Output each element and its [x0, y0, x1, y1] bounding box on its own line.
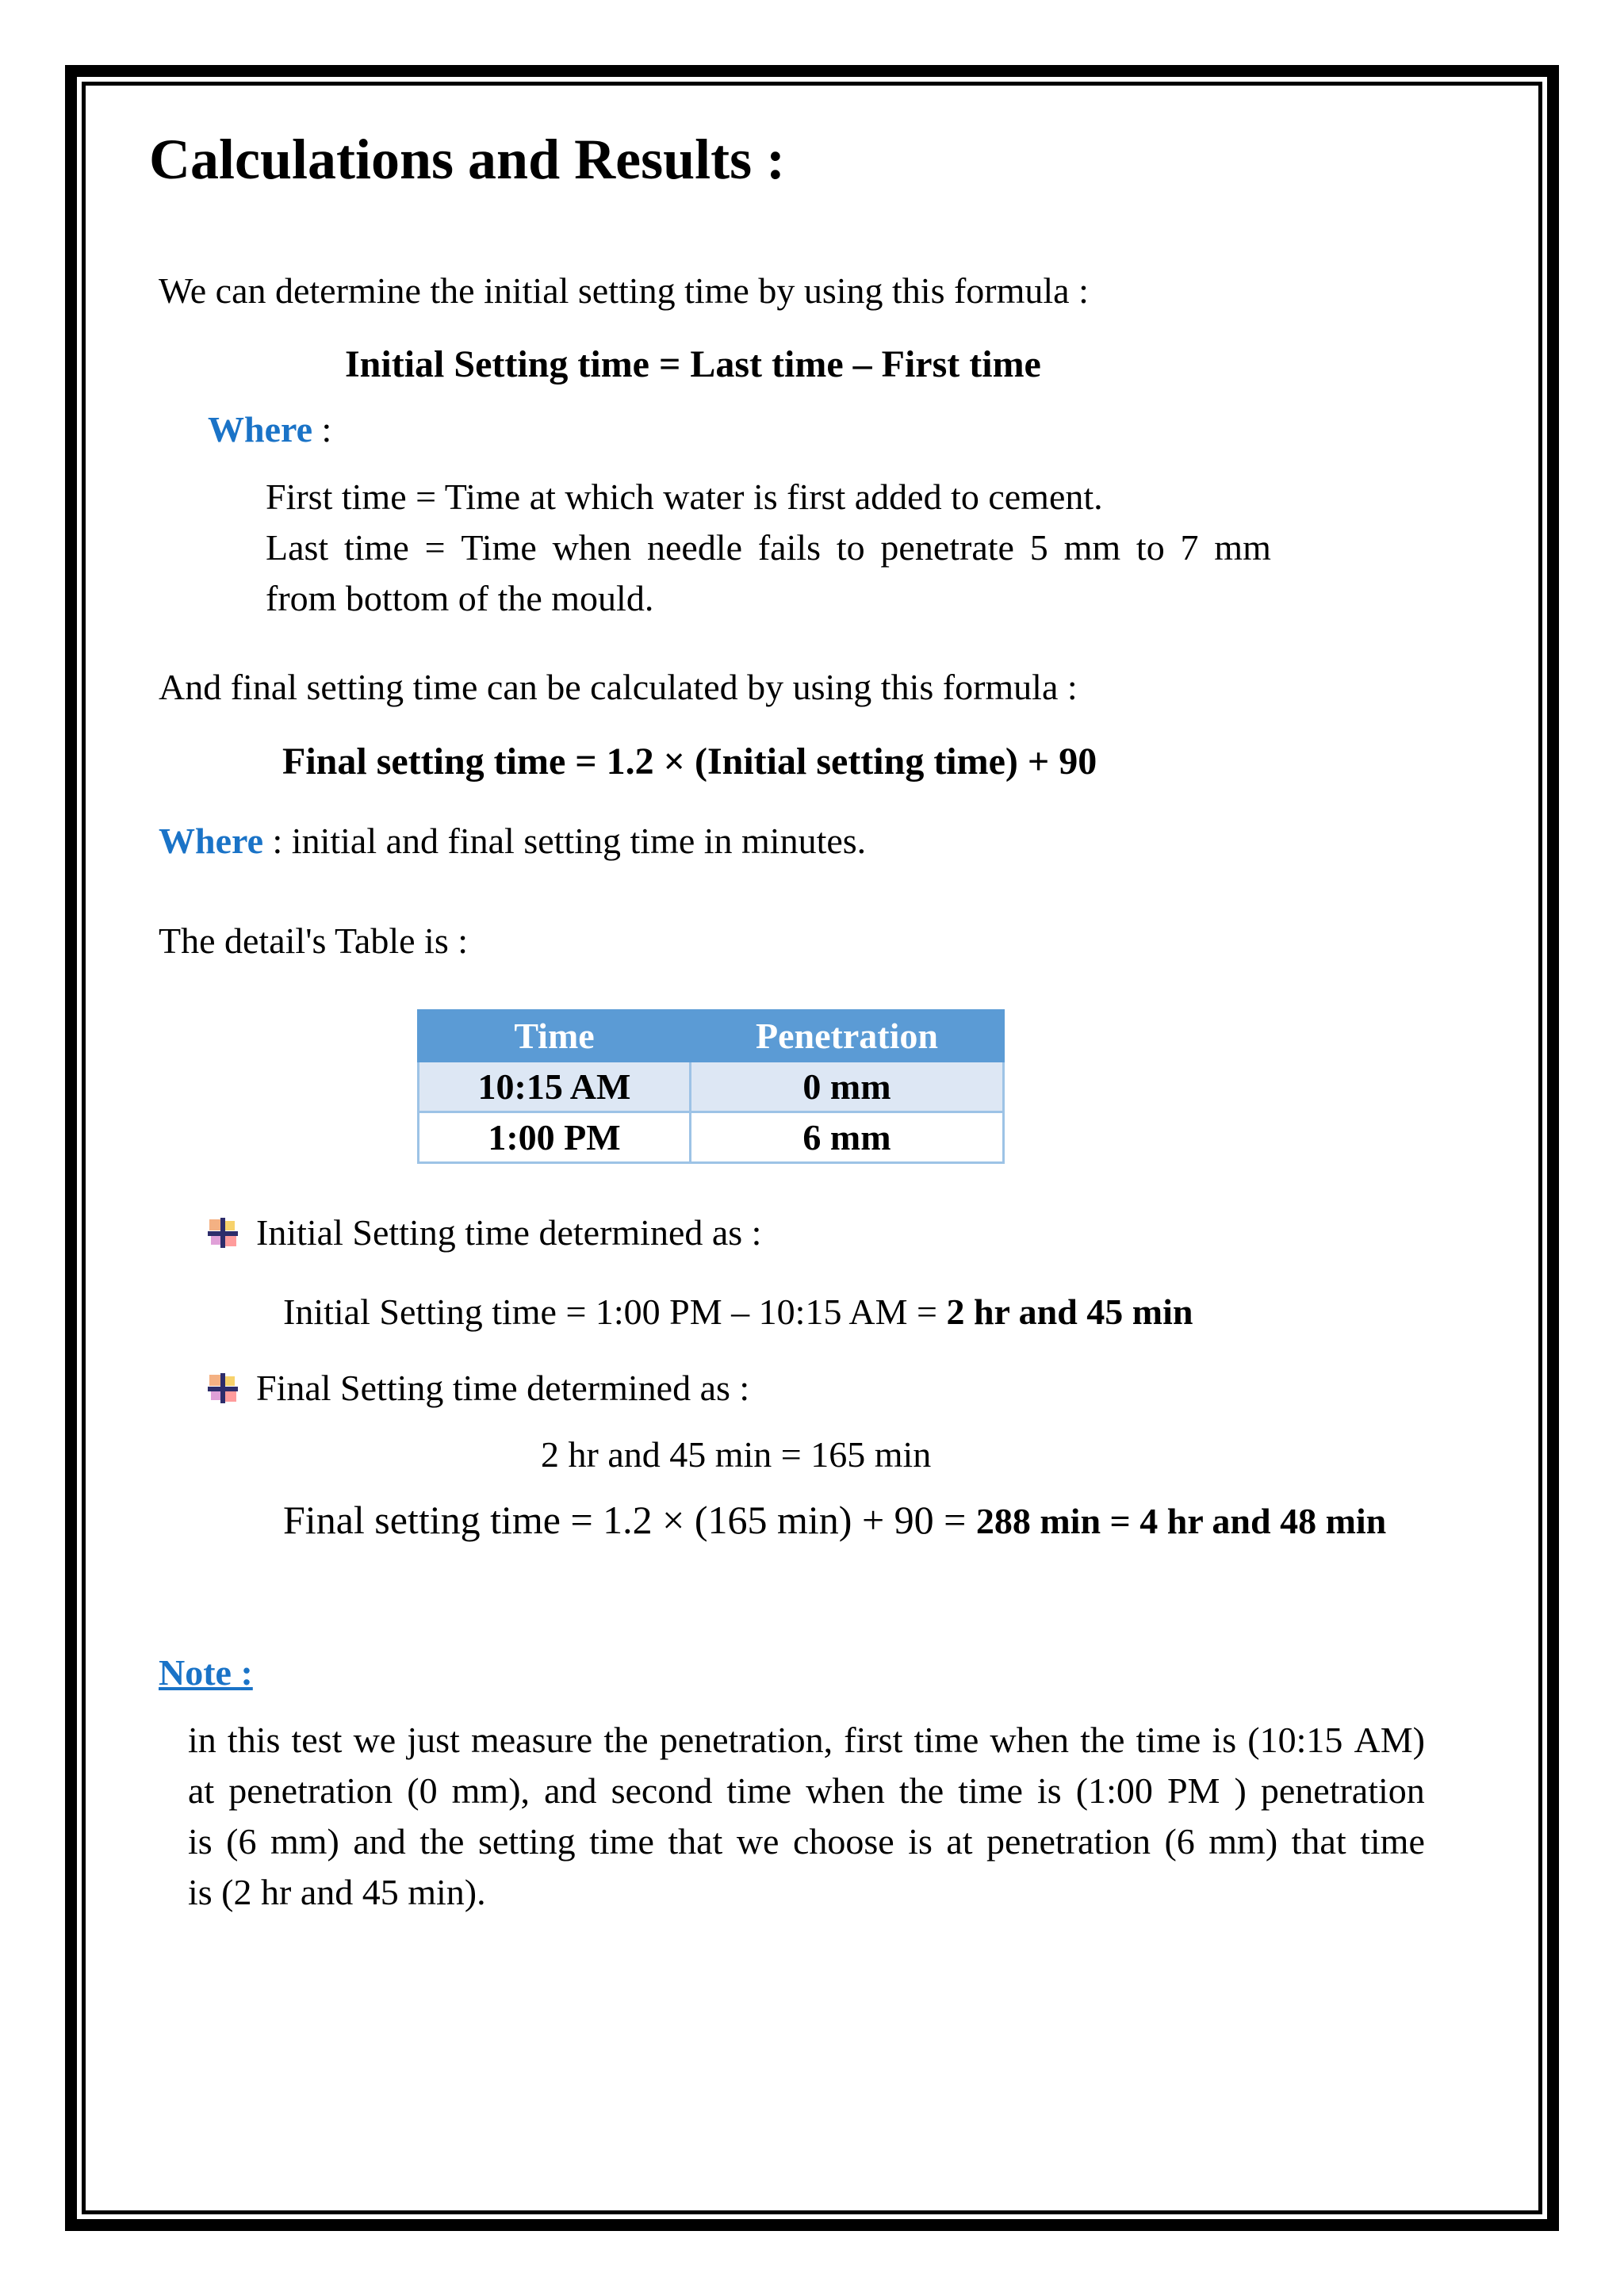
calc-minutes: 2 hr and 45 min = 165 min: [541, 1434, 932, 1475]
note-colon: :: [240, 1652, 253, 1693]
calc-final: [283, 1497, 1386, 1543]
word: (10:15: [1247, 1720, 1343, 1760]
final-intro: And final setting time can be calculated by using this formula :: [159, 667, 1078, 707]
calc-final-result: 288 min = 4 hr and 48 min: [975, 1501, 1387, 1541]
word: (1:00: [1075, 1770, 1153, 1811]
bullet-icon: [208, 1218, 238, 1248]
initial-where: [208, 408, 331, 450]
word: when: [552, 527, 632, 568]
word: to: [836, 527, 865, 568]
note-line: is (2 hr and 45 min).: [188, 1872, 486, 1912]
word: the: [898, 1770, 944, 1811]
word: at: [946, 1821, 973, 1862]
word: that: [1291, 1821, 1346, 1862]
bullet-final: Final Setting time determined as :: [256, 1368, 750, 1408]
where-label: Where: [208, 409, 313, 450]
word: mm: [1214, 527, 1271, 568]
where-label: Where: [159, 821, 264, 861]
word: is: [1212, 1720, 1237, 1760]
header-penetration: Penetration: [691, 1011, 1004, 1062]
initial-intro: We can determine the initial setting time by using this formula :: [159, 270, 1089, 311]
word: in: [188, 1720, 216, 1760]
word: time: [344, 527, 409, 568]
note-line: [188, 1820, 1425, 1862]
word: 7: [1180, 527, 1199, 568]
note-line: [188, 1719, 1425, 1761]
calc-initial-expr: Initial Setting time = 1:00 PM – 10:15 AM =: [283, 1292, 947, 1332]
word: mm: [1063, 527, 1121, 568]
word: time: [589, 1821, 654, 1862]
word: is: [908, 1821, 933, 1862]
word: penetrate: [880, 527, 1014, 568]
word: 5: [1029, 527, 1048, 568]
word: time: [1360, 1821, 1425, 1862]
word: mm): [270, 1821, 339, 1862]
word: that: [668, 1821, 723, 1862]
page-title: Calculations and Results :: [149, 128, 786, 191]
word: when: [990, 1720, 1070, 1760]
table-intro: The detail's Table is :: [159, 920, 469, 961]
word: Last: [266, 527, 329, 568]
word: mm),: [451, 1770, 530, 1811]
note-line: [188, 1770, 1425, 1812]
word: needle: [647, 527, 743, 568]
word: (6: [226, 1821, 257, 1862]
word: is: [188, 1821, 213, 1862]
word: =: [424, 527, 446, 568]
word: fails: [757, 527, 822, 568]
word: (6: [1164, 1821, 1195, 1862]
word: time: [726, 1770, 792, 1811]
word: penetration: [1260, 1770, 1425, 1811]
word: time: [1136, 1720, 1201, 1760]
where-colon: :: [312, 409, 332, 450]
word: is: [1037, 1770, 1062, 1811]
word: second: [611, 1770, 713, 1811]
word: measure: [470, 1720, 593, 1760]
definition-last-time: [266, 526, 1271, 568]
word: the: [419, 1821, 465, 1862]
table-row: [419, 1062, 1004, 1112]
where-text: : initial and final setting time in minutes.: [263, 821, 867, 861]
calc-initial-result: 2 hr and 45 min: [946, 1292, 1193, 1332]
calc-initial: [283, 1291, 1193, 1333]
word: and: [544, 1770, 597, 1811]
table-row: [419, 1112, 1004, 1163]
word: first: [844, 1720, 903, 1760]
definition-last-time-cont: from bottom of the mould.: [266, 578, 654, 618]
initial-formula: Initial Setting time = Last time – First time: [345, 343, 1041, 385]
bullet-icon: [208, 1373, 238, 1403]
note-heading: [159, 1651, 253, 1693]
table-cell-penetration: 0 mm: [691, 1062, 1004, 1112]
word: when: [806, 1770, 885, 1811]
bullet-initial: Initial Setting time determined as :: [256, 1212, 762, 1253]
penetration-table: [417, 1009, 1005, 1164]
word: setting: [477, 1821, 576, 1862]
calc-final-expr: Final setting time = 1.2 × (165 min) + 90 =: [283, 1498, 976, 1542]
word: the: [1080, 1720, 1125, 1760]
word: to: [1136, 527, 1165, 568]
table-cell-penetration: 6 mm: [691, 1112, 1004, 1163]
word: (0: [407, 1770, 438, 1811]
word: ): [1234, 1770, 1247, 1811]
word: penetration: [228, 1770, 393, 1811]
word: test: [291, 1720, 343, 1760]
header-time: Time: [419, 1011, 691, 1062]
word: we: [736, 1821, 779, 1862]
word: AM): [1354, 1720, 1425, 1760]
word: this: [227, 1720, 281, 1760]
word: time: [914, 1720, 979, 1760]
table-cell-time: 1:00 PM: [419, 1112, 691, 1163]
word: penetration: [986, 1821, 1151, 1862]
definition-first-time: First time = Time at which water is first added to cement.: [266, 476, 1103, 517]
word: choose: [792, 1821, 894, 1862]
word: just: [407, 1720, 460, 1760]
word: penetration,: [659, 1720, 833, 1760]
table-cell-time: 10:15 AM: [419, 1062, 691, 1112]
note-label: Note: [159, 1652, 241, 1693]
word: mm): [1208, 1821, 1278, 1862]
table-header-row: [419, 1011, 1004, 1062]
word: at: [188, 1770, 215, 1811]
word: the: [603, 1720, 649, 1760]
word: Time: [461, 527, 537, 568]
final-where: [159, 820, 866, 862]
final-formula: Final setting time = 1.2 × (Initial setting time) + 90: [282, 740, 1097, 783]
word: and: [353, 1821, 406, 1862]
word: time: [958, 1770, 1023, 1811]
word: we: [353, 1720, 396, 1760]
word: PM: [1166, 1770, 1220, 1811]
